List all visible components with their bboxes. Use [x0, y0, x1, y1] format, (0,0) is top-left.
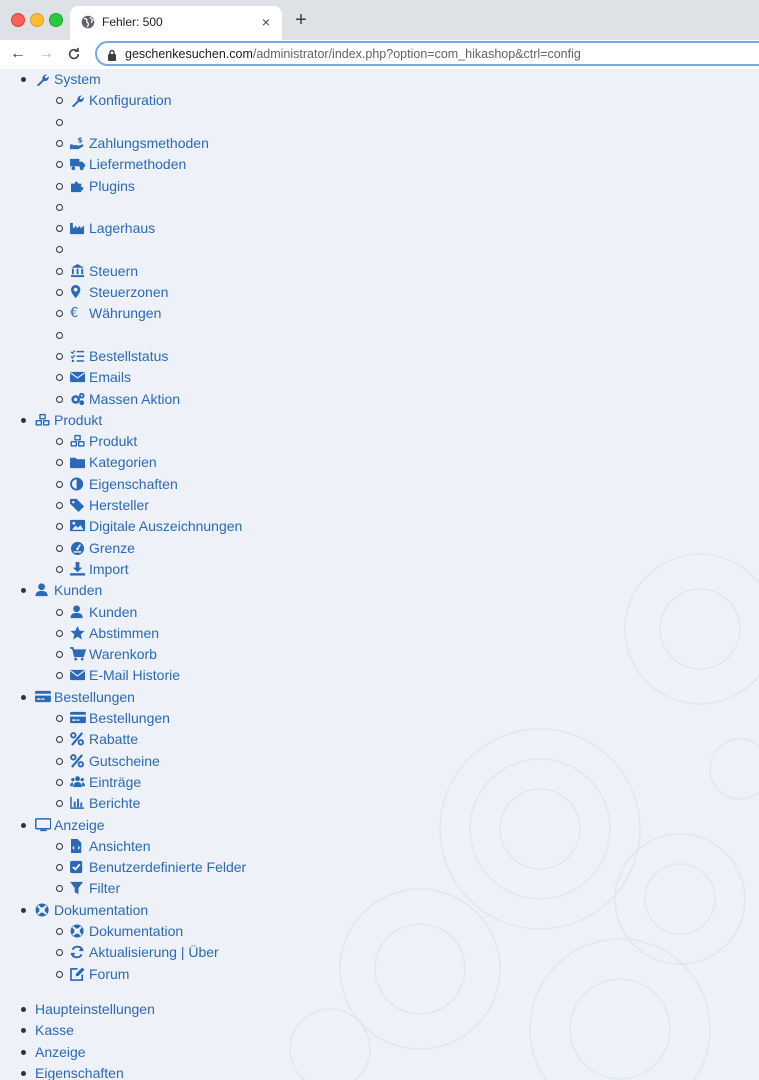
wrench-icon — [35, 72, 51, 86]
menu-item-label: Bestellungen — [54, 688, 135, 705]
chart-icon — [70, 796, 86, 810]
user-icon — [70, 605, 86, 619]
submenu-item-anzeige-0-link[interactable] — [70, 836, 150, 857]
circle-marker — [56, 843, 63, 850]
adjust-icon — [70, 477, 86, 491]
submenu-item-bestellungen-4-link[interactable] — [70, 793, 140, 814]
circle-marker — [56, 332, 63, 339]
cubes-icon — [35, 413, 51, 427]
menu-section-dokumentation-link[interactable] — [35, 900, 148, 921]
page-content — [0, 69, 759, 1080]
circle-marker — [56, 609, 63, 616]
euro-icon — [70, 306, 86, 320]
submenu-item-system-6-link[interactable] — [70, 218, 155, 239]
submenu-item-system-4-link[interactable] — [70, 176, 135, 197]
industry-icon — [70, 221, 86, 235]
menu-item-label: Steuerzonen — [89, 284, 169, 300]
submenu-item-kunden-3-link[interactable] — [70, 665, 180, 686]
reload-button[interactable] — [64, 44, 84, 64]
menu-item-label: Anzeige — [35, 1043, 86, 1060]
circle-marker — [56, 928, 63, 935]
envelope-icon — [70, 668, 86, 682]
submenu-item-anzeige-2-link[interactable] — [70, 878, 120, 899]
hand-holding-dollar-icon — [70, 136, 86, 150]
bullet-marker — [21, 1007, 26, 1012]
submenu-item-kunden-2-link[interactable] — [70, 644, 157, 665]
menu-item-label: Einträge — [89, 773, 142, 790]
user-icon — [35, 583, 51, 597]
credit-card-icon — [70, 711, 86, 725]
submenu-item-produkt-6-link[interactable] — [70, 559, 129, 580]
bank-icon — [70, 264, 86, 278]
menu-item-label: Gutscheine — [89, 752, 160, 769]
menu-item-label: Dokumentation — [89, 923, 184, 939]
wrench-icon — [70, 93, 86, 107]
tachometer-icon — [70, 541, 86, 555]
secondary-menu-item-0-link[interactable] — [35, 999, 155, 1020]
minimize-window-button[interactable] — [30, 13, 44, 27]
submenu-item-bestellungen-0-link[interactable] — [70, 708, 170, 729]
menu-item-label: Plugins — [89, 177, 135, 194]
menu-item-label: Ansichten — [89, 837, 151, 854]
submenu-item-bestellungen-1-link[interactable] — [70, 729, 138, 750]
circle-marker — [56, 502, 63, 509]
submenu-item-produkt-4-link[interactable] — [70, 516, 242, 537]
forward-button[interactable]: → — [38, 45, 54, 62]
file-code-icon — [70, 839, 86, 853]
browser-toolbar — [0, 40, 759, 69]
svg-text:€: € — [70, 306, 79, 321]
cogs-icon — [70, 392, 86, 406]
truck-icon — [70, 157, 86, 171]
submenu-item-produkt-0-link[interactable] — [70, 431, 137, 452]
submenu-item-produkt-5-link[interactable] — [70, 538, 135, 559]
sync-icon — [70, 945, 86, 959]
submenu-item-dokumentation-1-link[interactable] — [70, 942, 219, 963]
zoom-window-button[interactable] — [49, 13, 63, 27]
menu-item-label: System — [54, 71, 101, 87]
bullet-marker — [21, 908, 26, 913]
desktop-icon — [35, 818, 51, 832]
submenu-item-system-9-link[interactable] — [70, 282, 168, 303]
circle-marker — [56, 289, 63, 296]
circle-marker — [56, 758, 63, 765]
menu-item-label: Filter — [89, 880, 121, 897]
check-square-icon — [70, 860, 86, 874]
bullet-marker — [21, 418, 26, 423]
submenu-item-system-10-link[interactable] — [70, 303, 161, 324]
menu-item-label: Forum — [89, 965, 130, 982]
submenu-item-dokumentation-2-link[interactable] — [70, 964, 129, 985]
address-bar[interactable] — [95, 41, 759, 66]
submenu-item-bestellungen-3-link[interactable] — [70, 772, 141, 793]
new-tab-button[interactable]: + — [295, 9, 307, 31]
menu-item-label: Bestellungen — [89, 710, 170, 726]
tag-icon — [70, 498, 86, 512]
menu-item-label: Hersteller — [89, 497, 149, 513]
menu-item-label: Import — [89, 560, 129, 577]
menu-item-label: E-Mail Historie — [89, 667, 181, 684]
browser-tab-active[interactable] — [70, 6, 282, 40]
cart-icon — [70, 647, 86, 661]
menu-item-label: Eigenschaften — [35, 1064, 124, 1080]
submenu-item-system-0-link[interactable] — [70, 90, 172, 111]
users-icon — [70, 775, 86, 789]
menu-item-label: Kunden — [54, 582, 103, 599]
submenu-item-produkt-2-link[interactable] — [70, 474, 178, 495]
credit-card-icon — [35, 690, 51, 704]
map-marker-icon — [70, 285, 86, 299]
cubes-icon — [70, 434, 86, 448]
close-window-button[interactable] — [11, 13, 25, 27]
download-icon — [70, 562, 86, 576]
circle-marker — [56, 481, 63, 488]
star-icon — [70, 626, 86, 640]
menu-item-label: Anzeige — [54, 816, 105, 833]
bullet-marker — [21, 823, 26, 828]
lock-icon — [107, 48, 117, 60]
circle-marker — [56, 715, 63, 722]
menu-item-label: Kasse — [35, 1022, 74, 1039]
secondary-menu-item-1-link[interactable] — [35, 1020, 74, 1041]
back-button[interactable]: ← — [10, 45, 26, 62]
menu-item-label: Abstimmen — [89, 624, 160, 641]
menu-item-label: Lagerhaus — [89, 220, 156, 237]
menu-section-bestellungen-link[interactable] — [35, 687, 135, 708]
svg-text:$: $ — [77, 135, 83, 145]
url-text[interactable]: geschenkesuchen.com/administrator/index.php?option=com_hikashop&ctrl=config — [125, 47, 581, 61]
secondary-menu-item-2-link[interactable] — [35, 1042, 86, 1063]
menu-item-label: Bestellstatus — [89, 347, 169, 364]
circle-marker — [56, 566, 63, 573]
envelope-icon — [70, 370, 86, 384]
circle-marker — [56, 183, 63, 190]
circle-marker — [56, 630, 63, 637]
menu-item-label: Produkt — [54, 411, 103, 428]
circle-marker — [56, 353, 63, 360]
menu-section-anzeige-link[interactable] — [35, 815, 105, 836]
circle-marker — [56, 779, 63, 786]
menu-item-label: Konfiguration — [89, 92, 172, 109]
menu-item-label: Währungen — [89, 305, 162, 322]
menu-item-label: Benutzerdefinierte Felder — [89, 859, 247, 876]
secondary-menu-item-3-link[interactable] — [35, 1063, 124, 1080]
submenu-item-system-12-link[interactable] — [70, 346, 168, 367]
circle-marker — [56, 971, 63, 978]
circle-marker — [56, 140, 63, 147]
menu-item-label: Dokumentation — [54, 901, 149, 918]
submenu-item-system-3-link[interactable] — [70, 154, 186, 175]
tab-title: Fehler: 500 — [102, 15, 163, 29]
submenu-item-system-8-link[interactable] — [70, 261, 138, 282]
submenu-item-kunden-1-link[interactable] — [70, 623, 159, 644]
bullet-marker — [21, 1071, 26, 1076]
menu-item-label: Aktualisierung | Über — [89, 944, 219, 961]
bullet-marker — [21, 695, 26, 700]
filter-icon — [70, 881, 86, 895]
submenu-item-system-2-link[interactable] — [70, 133, 209, 154]
folder-icon — [70, 455, 86, 469]
circle-marker — [56, 119, 63, 126]
percent-icon — [70, 754, 86, 768]
life-ring-icon — [35, 903, 51, 917]
menu-item-label: Massen Aktion — [89, 390, 181, 407]
submenu-item-kunden-0-link[interactable] — [70, 602, 137, 623]
submenu-item-system-13-link[interactable] — [70, 367, 131, 388]
menu-item-label: Zahlungsmethoden — [89, 134, 209, 151]
submenu-item-system-14-link[interactable] — [70, 389, 180, 410]
puzzle-icon — [70, 179, 86, 193]
menu-item-label: Digitale Auszeichnungen — [89, 518, 243, 535]
submenu-item-dokumentation-0-link[interactable] — [70, 921, 183, 942]
circle-marker — [56, 268, 63, 275]
submenu-item-produkt-1-link[interactable] — [70, 452, 157, 473]
menu-item-label: Emails — [89, 369, 132, 386]
menu-item-label: Liefermethoden — [89, 156, 187, 173]
menu-item-label: Rabatte — [89, 731, 139, 748]
circle-marker — [56, 204, 63, 211]
menu-item-label: Warenkorb — [89, 646, 157, 663]
menu-item-label: Haupteinstellungen — [35, 1000, 155, 1017]
life-ring-icon — [70, 924, 86, 938]
browser-tabbar — [0, 0, 759, 40]
menu-section-produkt-link[interactable] — [35, 410, 102, 431]
menu-section-system-link[interactable] — [35, 69, 101, 90]
globe-icon — [81, 15, 95, 29]
menu-item-label: Kategorien — [89, 454, 157, 471]
menu-item-label: Produkt — [89, 433, 138, 450]
menu-item-label: Berichte — [89, 795, 141, 812]
reload-icon — [67, 47, 81, 61]
bullet-marker — [21, 1050, 26, 1055]
submenu-item-anzeige-1-link[interactable] — [70, 857, 246, 878]
submenu-item-produkt-3-link[interactable] — [70, 495, 149, 516]
menu-section-kunden-link[interactable] — [35, 580, 102, 601]
menu-item-label: Kunden — [89, 603, 138, 620]
image-icon — [70, 519, 86, 533]
circle-marker — [56, 396, 63, 403]
menu-item-label: Grenze — [89, 539, 135, 556]
bullet-marker — [21, 77, 26, 82]
menu-item-label: Steuern — [89, 262, 139, 279]
tab-close-icon[interactable]: × — [261, 14, 271, 30]
submenu-item-bestellungen-2-link[interactable] — [70, 751, 160, 772]
menu-item-label: Eigenschaften — [89, 475, 178, 492]
tasks-icon — [70, 349, 86, 363]
edit-icon — [70, 967, 86, 981]
percent-icon — [70, 732, 86, 746]
circle-marker — [56, 545, 63, 552]
